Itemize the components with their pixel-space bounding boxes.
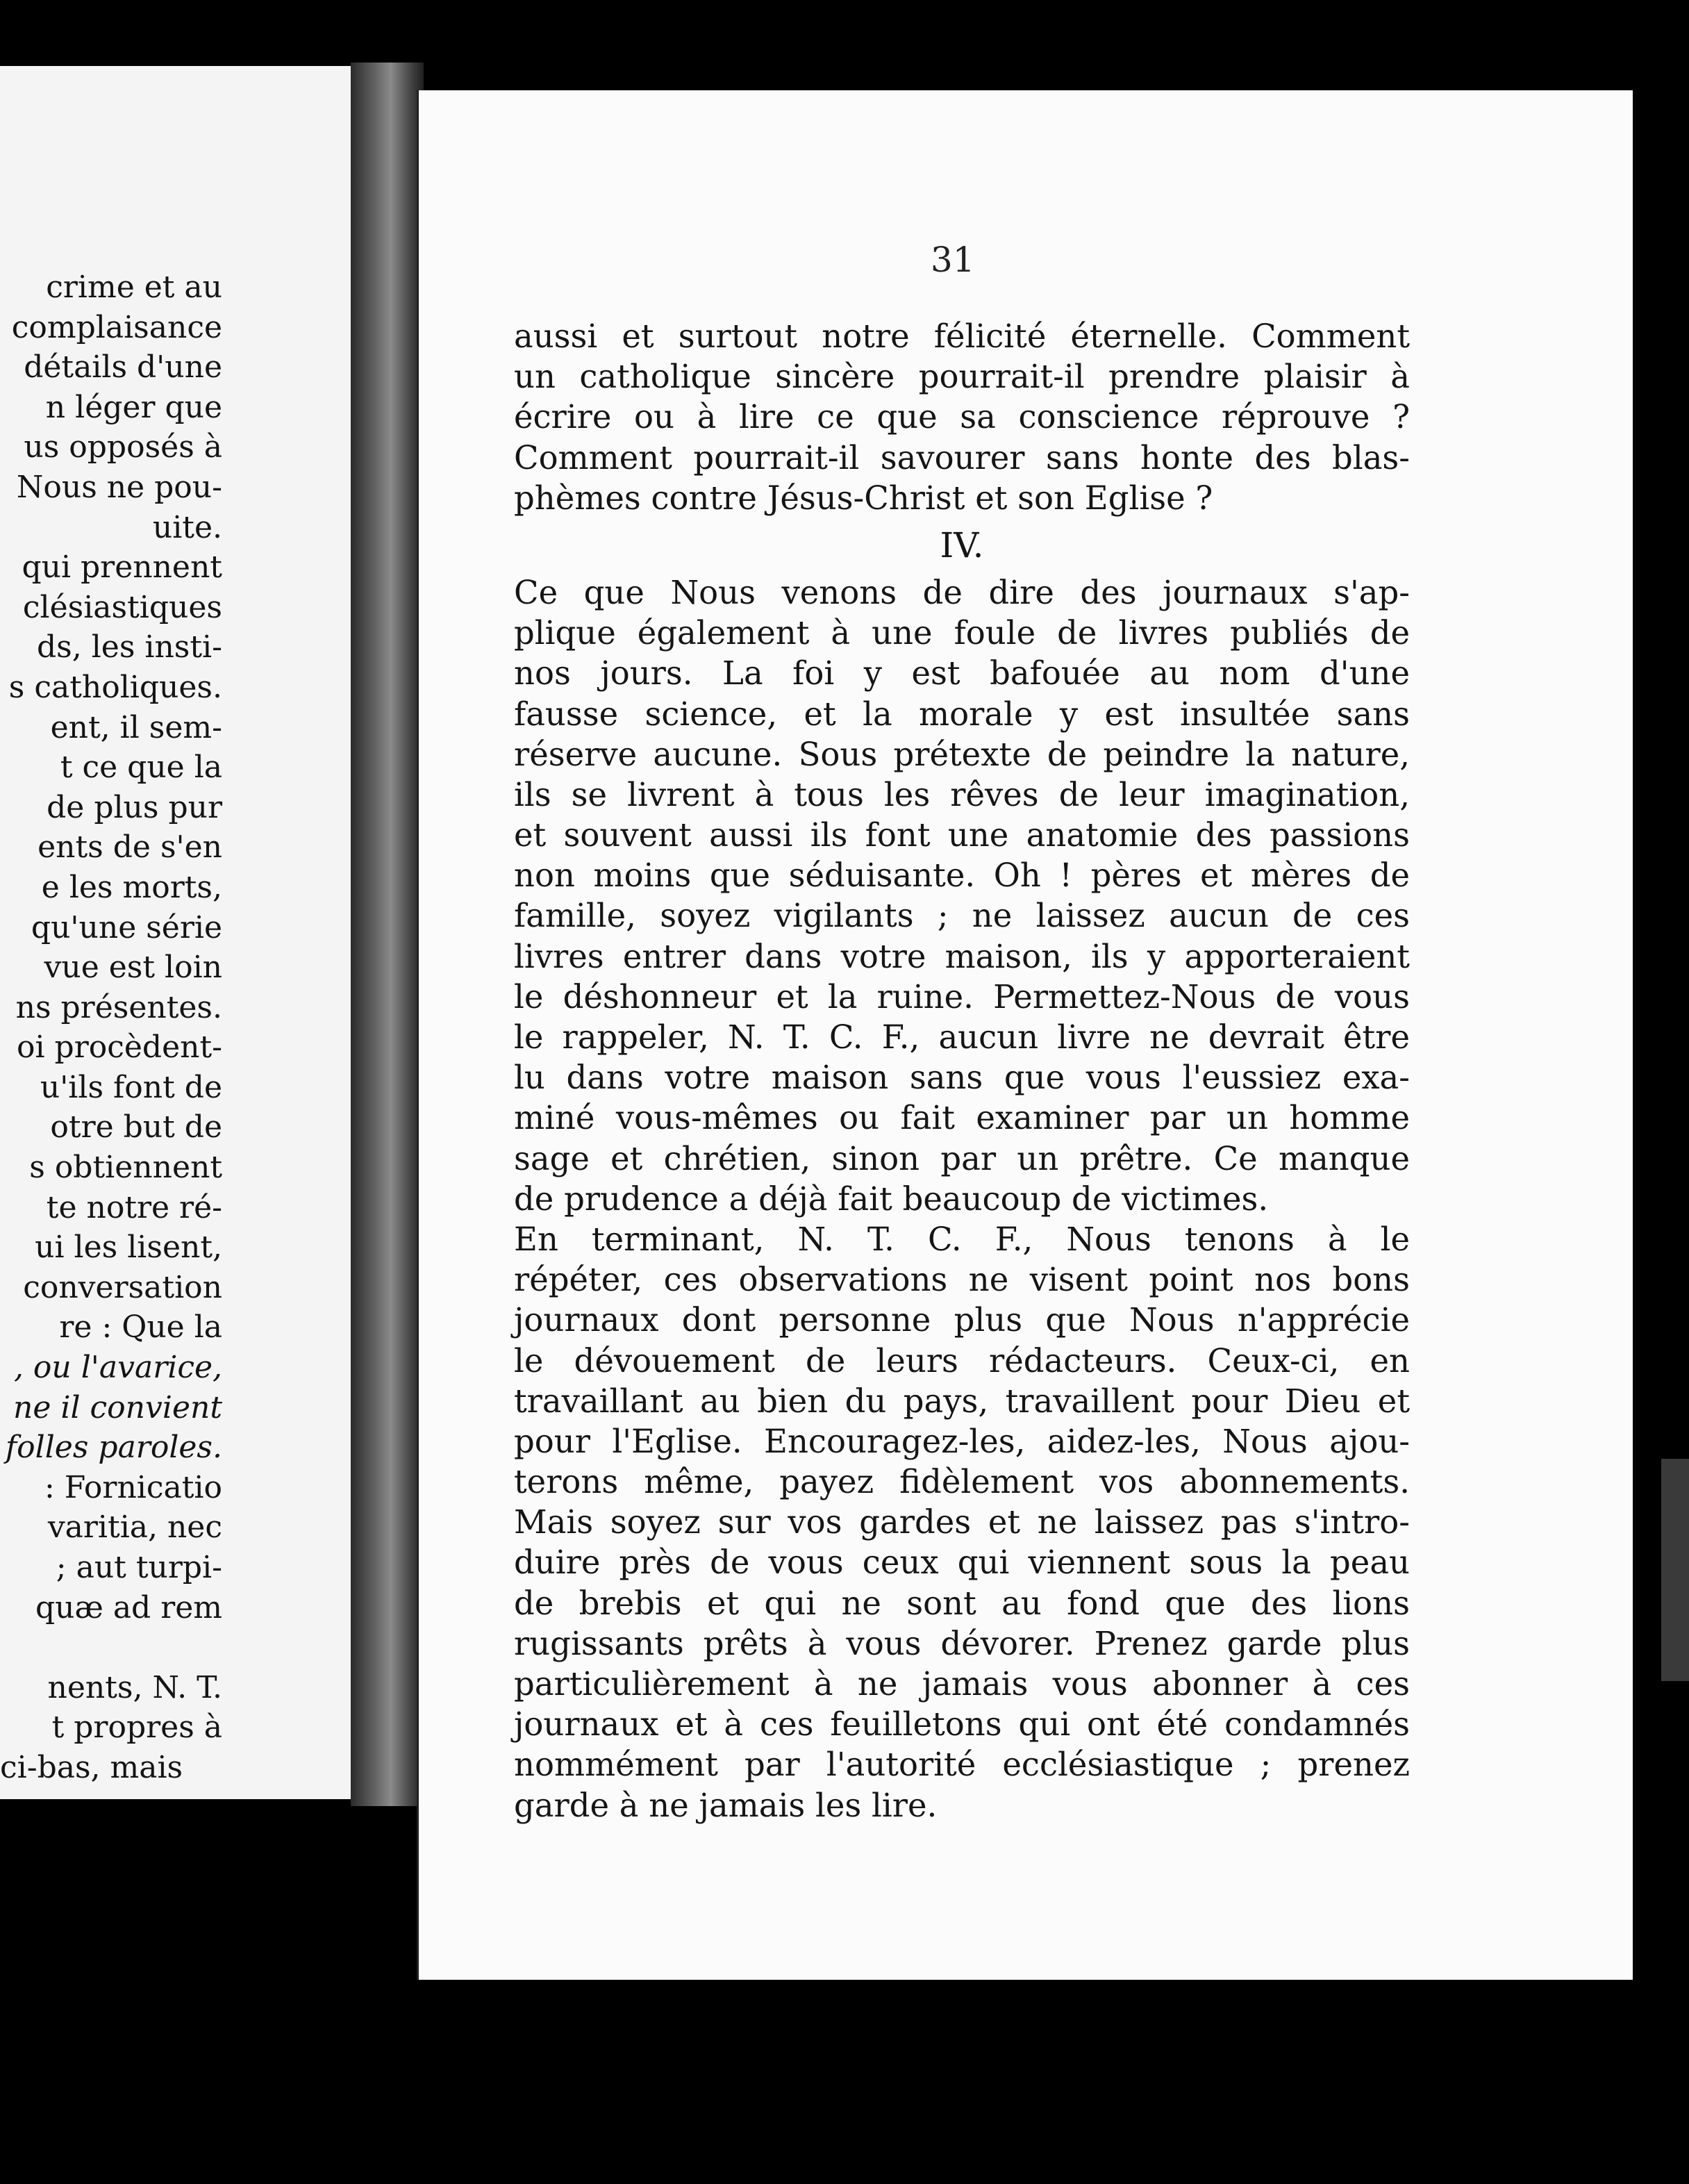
text-line: ds, les insti- bbox=[36, 629, 222, 665]
text-line: vue est loin bbox=[44, 950, 222, 986]
text-line: varitia, nec bbox=[47, 1509, 222, 1546]
text-line: le rappeler, N. T. C. F., aucun livre ne devrait être bbox=[514, 1018, 1410, 1056]
text-line: t ce que la bbox=[60, 750, 222, 786]
text-line: : Fornicatio bbox=[44, 1469, 222, 1505]
left-page bbox=[0, 66, 368, 1799]
text-line: ils se livrent à tous les rêves de leur imagination, bbox=[514, 775, 1410, 813]
text-line: ents de s'en bbox=[38, 829, 222, 866]
text-line: le dévouement de leurs rédacteurs. Ceux-ci, en bbox=[514, 1341, 1410, 1380]
text-line: pour l'Eglise. Encouragez-les, aidez-les, Nous ajou- bbox=[514, 1422, 1410, 1460]
text-line: Ce que Nous venons de dire des journaux s'ap- bbox=[514, 573, 1410, 611]
text-line: non moins que séduisante. Oh ! pères et mères de bbox=[514, 857, 1410, 895]
text-line: nos jours. La foi y est bafouée au nom d'une bbox=[514, 654, 1410, 693]
right-page-text bbox=[514, 316, 1410, 1826]
text-line: phèmes contre Jésus-Christ et son Eglise ? bbox=[514, 479, 1213, 517]
text-line: sage et chrétien, sinon par un prêtre. Ce manque bbox=[514, 1139, 1410, 1177]
text-line: te notre ré- bbox=[46, 1189, 222, 1225]
text-line: En terminant, N. T. C. F., Nous tenons à le bbox=[514, 1220, 1410, 1258]
book-gutter bbox=[351, 63, 424, 1806]
text-line: qui prennent bbox=[22, 549, 222, 586]
paragraph-2 bbox=[514, 572, 1410, 1219]
text-line: , ou l'avarice, bbox=[13, 1350, 222, 1386]
text-line: ne il convient bbox=[13, 1389, 222, 1425]
text-line: folles paroles. bbox=[5, 1430, 222, 1466]
text-line: aussi et surtout notre félicité éternelle. Comment bbox=[514, 317, 1410, 355]
text-line: réserve aucune. Sous prétexte de peindre la nature, bbox=[514, 735, 1410, 773]
text-line: ns présentes. bbox=[15, 989, 222, 1025]
text-line: répéter, ces observations ne visent point nos bons bbox=[514, 1261, 1410, 1299]
text-line: de brebis et qui ne sont au fond que des lions bbox=[514, 1584, 1410, 1622]
paragraph-3 bbox=[514, 1219, 1410, 1826]
text-line: s catholiques. bbox=[8, 669, 222, 705]
text-line: clésiastiques bbox=[22, 589, 222, 625]
text-line: lu dans votre maison sans que vous l'eussiez exa- bbox=[514, 1059, 1410, 1097]
text-line: quæ ad rem bbox=[35, 1589, 222, 1625]
text-line: Comment pourrait-il savourer sans honte des blas- bbox=[514, 438, 1410, 477]
text-line: fausse science, et la morale y est insultée sans bbox=[514, 695, 1410, 733]
text-line: e les morts, bbox=[41, 869, 222, 905]
text-line: plique également à une foule de livres publiés de bbox=[514, 614, 1410, 652]
text-line: garde à ne jamais les lire. bbox=[514, 1786, 938, 1824]
text-line: le déshonneur et la ruine. Permettez-Nous de vous bbox=[514, 977, 1410, 1016]
text-line: qu'une série bbox=[31, 909, 222, 945]
text-line: ui les lisent, bbox=[35, 1230, 222, 1266]
text-line: nommément par l'autorité ecclésiastique ; prenez bbox=[514, 1746, 1410, 1784]
left-page-text-column bbox=[0, 267, 222, 1788]
text-line: et souvent aussi ils font une anatomie des passions bbox=[514, 816, 1410, 854]
text-line: de prudence a déjà fait beaucoup de victimes. bbox=[514, 1180, 1269, 1218]
text-line: journaux et à ces feuilletons qui ont été condamnés bbox=[514, 1705, 1410, 1744]
scan-edge-artifact bbox=[1661, 1459, 1689, 1681]
text-line: uite. bbox=[152, 509, 222, 545]
text-line: un catholique sincère pourrait-il prendre plaisir à bbox=[514, 358, 1410, 396]
text-line: particulièrement à ne jamais vous abonner à ces bbox=[514, 1665, 1410, 1703]
paragraph-1 bbox=[514, 316, 1410, 518]
text-line: de plus pur bbox=[47, 789, 222, 825]
text-line: livres entrer dans votre maison, ils y apporteraient bbox=[514, 937, 1410, 975]
text-line: complaisance bbox=[11, 309, 222, 345]
text-line: us opposés à bbox=[24, 429, 222, 465]
text-line: s obtiennent bbox=[29, 1150, 222, 1186]
text-line: Mais soyez sur vos gardes et ne laissez pas s'intro- bbox=[514, 1503, 1410, 1541]
text-line: conversation bbox=[23, 1269, 222, 1305]
section-heading: IV. bbox=[940, 524, 984, 565]
text-line: Nous ne pou- bbox=[16, 469, 222, 505]
text-line: journaux dont personne plus que Nous n'apprécie bbox=[514, 1301, 1410, 1339]
text-line: u'ils font de bbox=[40, 1069, 222, 1105]
text-line: écrire ou à lire ce que sa conscience réprouve ? bbox=[514, 398, 1410, 436]
text-line: détails d'une bbox=[24, 349, 222, 386]
text-line: n léger que bbox=[45, 389, 222, 425]
text-line: terons même, payez fidèlement vos abonnements. bbox=[514, 1463, 1410, 1501]
text-line: rugissants prêts à vous dévorer. Prenez garde plus bbox=[514, 1624, 1410, 1662]
text-line: re : Que la bbox=[59, 1309, 222, 1346]
text-line: travaillant au bien du pays, travaillent pour Dieu et bbox=[514, 1382, 1410, 1420]
text-line: miné vous-mêmes ou fait examiner par un homme bbox=[514, 1099, 1410, 1137]
text-line: t propres à bbox=[51, 1710, 222, 1746]
text-line: ci-bas, mais bbox=[0, 1749, 183, 1785]
text-line: otre but de bbox=[50, 1109, 222, 1145]
text-line: crime et au bbox=[46, 270, 222, 305]
text-line: famille, soyez vigilants ; ne laissez aucun de ces bbox=[514, 897, 1410, 935]
text-line: ; aut turpi- bbox=[56, 1550, 222, 1585]
text-line: oi procèdent- bbox=[16, 1029, 222, 1066]
text-line bbox=[0, 1628, 222, 1668]
page-number: 31 bbox=[931, 240, 975, 280]
text-line: duire près de vous ceux qui viennent sous la peau bbox=[514, 1544, 1410, 1582]
text-line: ent, il sem- bbox=[50, 709, 222, 745]
text-line: nents, N. T. bbox=[47, 1669, 222, 1705]
